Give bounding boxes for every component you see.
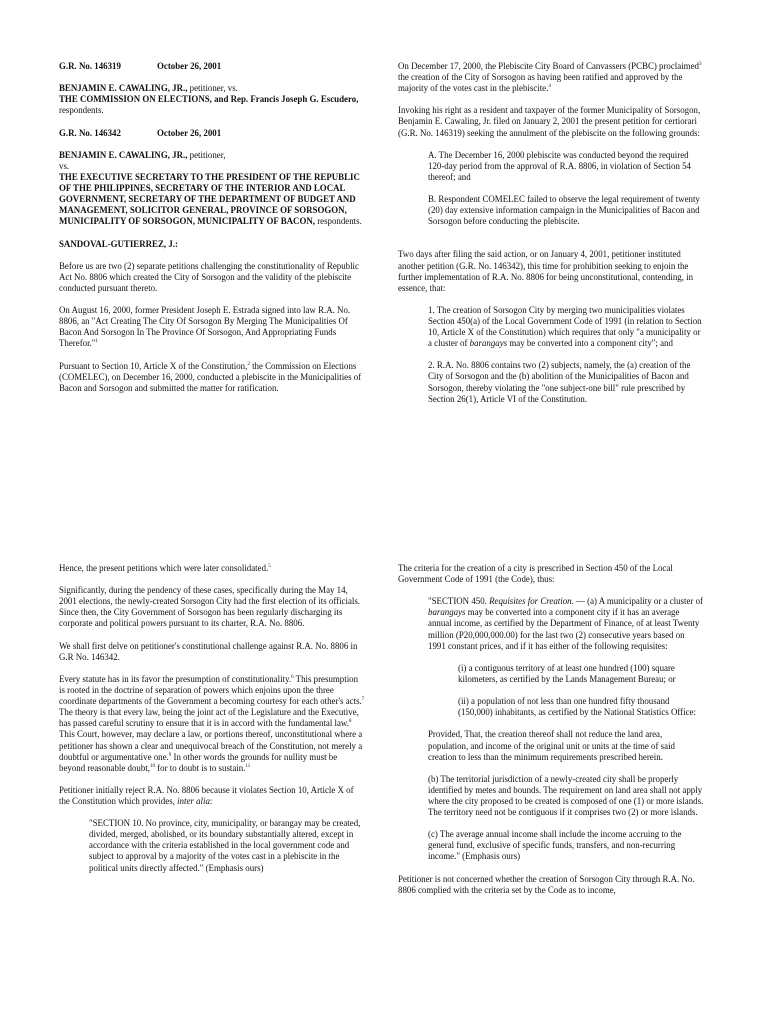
respondent-role: respondents. (59, 105, 104, 116)
footnote-ref[interactable]: 6 (291, 674, 294, 680)
subsection-c: (c) The average annual income shall include the income accruing to the general fund, exclusive of specific funds, transfers, and non-recurring income." (Emphasis ours) (428, 829, 682, 862)
contention-2: 2. R.A. No. 8806 contains two (2) subjects, namely, the (a) creation of the City of Sorsogon and the (b) abolition of the Municipalities of Bacon and Sorsogon, thereby violating the "one subject-one bill" rule prescribed by Section 26(1), Article VI of the Constitution. (428, 360, 691, 404)
paragraph: Invoking his right as a resident and taxpayer of the former Municipality of Sorsogon, Benjamin E. Cawaling, Jr. filed on January 2, 2001 the present petition for certiorari (G.R. No. 146319) seeking the annulment of the plebiscite on the following grounds: (398, 105, 701, 138)
paragraph (59, 361, 365, 394)
contention-1 (428, 305, 704, 349)
paragraph: Before us are two (2) separate petitions challenging the constitutionality of Republic Act No. 8806 which created the City of Sorsogon and the validity of the plebiscite conducted pursuant thereto. (59, 260, 359, 293)
paragraph (398, 61, 704, 94)
paragraph-text: This Court, however, may declare a law, or portions thereof, unconstitutional where a petitioner has shown a clear and unequivocal breach of the Constitution, not merely a doubtful or argumentative one. (59, 729, 363, 762)
proviso: Provided, That, the creation thereof shall not reduce the land area, population, and income of the original unit or units at the time of said creation to less than the minimum requirements prescribed herein. (428, 729, 675, 762)
ground-a: A. The December 16, 2000 plebiscite was conducted beyond the required 120-day period from the approval of R.A. 8806, in violation of Section 54 thereof; and (428, 149, 691, 182)
requisite-i: (i) a contiguous territory of at least one hundred (100) square kilometers, as certified by the Lands Management Bureau; or (458, 662, 676, 684)
italic-text: barangays (428, 607, 466, 618)
respondent-name: THE COMMISSION ON ELECTIONS, and Rep. Francis Joseph G. Escudero, (59, 94, 359, 105)
paragraph-text: Hence, the present petitions which were later consolidated. (59, 563, 269, 573)
paragraph: Two days after filing the said action, or on January 4, 2001, petitioner instituted another petition (G.R. No. 146342), this time for prohibition seeking to enjoin the further implementation of R.A. No. 8806 for being unconstitutional, contending, in essence, that: (398, 249, 694, 293)
case-parties-146342 (59, 150, 365, 228)
section-450-quote (428, 596, 704, 651)
paragraph-text: the Commission on Elections (COMELEC), on December 16, 2000, conducted a plebiscite in the Municipalities of Bacon and Sorsogon and submitted the matter for ratification. (59, 360, 362, 393)
footnote-ref[interactable]: 8 (349, 719, 352, 725)
paragraph-text: the creation of the City of Sorsogon as having been ratified and approved by the majority of the votes cast in the plebiscite. (398, 72, 683, 94)
paragraph-text: On December 17, 2000, the Plebiscite City Board of Canvassers (PCBC) proclaimed (398, 61, 699, 71)
respondent-name: THE EXECUTIVE SECRETARY TO THE PRESIDENT OF THE REPUBLIC OF THE PHILIPPINES, SECRETARY OF THE INTERIOR AND LOCAL GOVERNMENT, SECRETARY OF THE DEPARTMENT OF BUDGET AND MANAGEMENT, SOLICITOR GENERAL, PROVINCE OF SORSOGON, MUNICIPALITY OF SORSOGON, MUNICIPALITY OF BACON, (59, 171, 360, 227)
paragraph-text: : (209, 795, 213, 806)
constitution-quote: "SECTION 10. No province, city, municipality, or barangay may be created, divided, merged, abolished, or its boundary substantially altered, except in accordance with the criteria established in the local government code and subject to approval by a majority of the votes cast in a plebiscite in the political units directly affected." (Emphasis ours) (89, 818, 361, 873)
ponente: SANDOVAL-GUTIERREZ, J.: (59, 238, 178, 249)
subsection-b: (b) The territorial jurisdiction of a newly-created city shall be properly identified by metes and bounds. The requirement on land area shall not apply where the city proposed to be created is composed of one (1) or more islands. The territory need not be contiguous if it comprises two (2) or more islands. (428, 773, 704, 818)
paragraph-text: 1. The creation of Sorsogon City by merging two municipalities violates Section 450(a) of the Local Government Code of 1991 (in relation to Section 10, Article X of the Constitution) which requires that only "a municipality or a cluster of (428, 304, 702, 349)
paragraph-text: for to doubt is to sustain. (154, 762, 246, 773)
footnote-ref[interactable]: 2 (247, 361, 250, 367)
paragraph (59, 305, 365, 349)
paragraph: Petitioner is not concerned whether the creation of Sorsogon City through R.A. No. 8806 complied with the criteria set by the Code as to income, (398, 873, 695, 895)
italic-text: barangays (469, 338, 508, 349)
petitioner-name: BENJAMIN E. CAWALING, JR., (59, 83, 188, 94)
paragraph-text: This presumption is rooted in the doctrine of separation of powers which enjoins upon the three coordinate departments of the Government a becoming courtesy for each other's acts. (59, 673, 362, 707)
paragraph-text: may be converted into a component city if it has an average annual income, as certified by the Department of Finance, of at least Twenty million (P20,000,000.00) for the last two (2) consecutive years based on 1991 constant prices, and if it has either of the following requisites: (428, 607, 700, 651)
footnote-ref[interactable]: 4 (548, 84, 551, 90)
footnote-ref[interactable]: 5 (268, 564, 271, 569)
italic-text: inter alia (177, 795, 210, 806)
requisite-ii: (ii) a population of not less than one hundred fifty thousand (150,000) inhabitants, as certified by the National Statistics Office: (458, 696, 696, 718)
paragraph-text: Petitioner initially reject R.A. No. 8806 because it violates Section 10, Article X of the Constitution which provides, (59, 784, 354, 806)
footnote-ref[interactable]: 10 (149, 763, 155, 769)
paragraph-text: may be converted into a component city"; and (507, 338, 673, 349)
paragraph-text: . — (a) A municipality or a cluster of (571, 596, 703, 607)
page2-right-column (398, 563, 704, 907)
case-date: October 26, 2001 (157, 61, 222, 71)
footnote-ref[interactable]: 3 (698, 62, 702, 67)
paragraph (59, 674, 365, 774)
case-parties-146319 (59, 83, 365, 116)
case-header-146319 (59, 61, 365, 72)
page1-left-column (59, 61, 365, 405)
ground-b: B. Respondent COMELEC failed to observe the legal requirement of twenty (20) day extensive information campaign in the Municipalities of Bacon and Sorsogon before conducting the plebiscite. (428, 194, 700, 227)
petitioner-role: petitioner, (187, 149, 226, 160)
footnote-ref[interactable]: 9 (168, 752, 172, 758)
page1-right-column (398, 61, 704, 416)
case-header-146342 (59, 128, 365, 139)
paragraph-text: Pursuant to Section 10, Article X of the Constitution, (59, 360, 248, 371)
versus-label: vs. (59, 160, 70, 171)
paragraph-text: In other words the grounds for nullity must be beyond reasonable doubt, (59, 751, 338, 773)
footnote-ref[interactable]: 7 (361, 697, 365, 703)
paragraph-text: On August 16, 2000, former President Joseph E. Estrada signed into law R.A. No. 8806, an "Act Creating The City Of Sorsogon By Merging The Municipalities Of Bacon And Sorsogon In The Province Of Sorsogon, And Appropriating Funds Therefor." (59, 305, 351, 349)
paragraph-text: Every statute has in its favor the presumption of constitutionality. (59, 673, 292, 684)
petitioner-name: BENJAMIN E. CAWALING, JR., (59, 149, 188, 160)
footnote-ref[interactable]: 11 (245, 763, 251, 769)
paragraph-text: The theory is that every law, being the joint act of the Legislature and the Executive, has passed careful scrutiny to ensure that it is in accord with the fundamental law. (59, 707, 359, 729)
case-number: G.R. No. 146342 (59, 127, 121, 138)
paragraph (59, 785, 365, 807)
footnote-ref[interactable]: 1 (95, 339, 98, 345)
paragraph: We shall first delve on petitioner's constitutional challenge against R.A. No. 8806 in G.R No. 146342. (59, 640, 358, 662)
paragraph: The criteria for the creation of a city is prescribed in Section 450 of the Local Government Code of 1991 (the Code), thus: (398, 563, 673, 585)
case-date: October 26, 2001 (157, 127, 222, 138)
paragraph-text: "SECTION 450. (428, 596, 490, 607)
italic-text: Requisites for Creation (489, 596, 572, 607)
paragraph: Significantly, during the pendency of these cases, specifically during the May 14, 2001 elections, the newly-created Sorsogon City had the first election of its officials. Since then, the City Government of Sorsogon has been regularly discharging its corporate and political powers pursuant to its charter, R.A. No. 8806. (59, 585, 361, 629)
page2-left-column (59, 563, 365, 885)
petitioner-role: petitioner, vs. (187, 83, 238, 94)
respondent-role: respondents. (314, 216, 362, 227)
case-number: G.R. No. 146319 (59, 61, 121, 71)
paragraph (59, 563, 365, 574)
